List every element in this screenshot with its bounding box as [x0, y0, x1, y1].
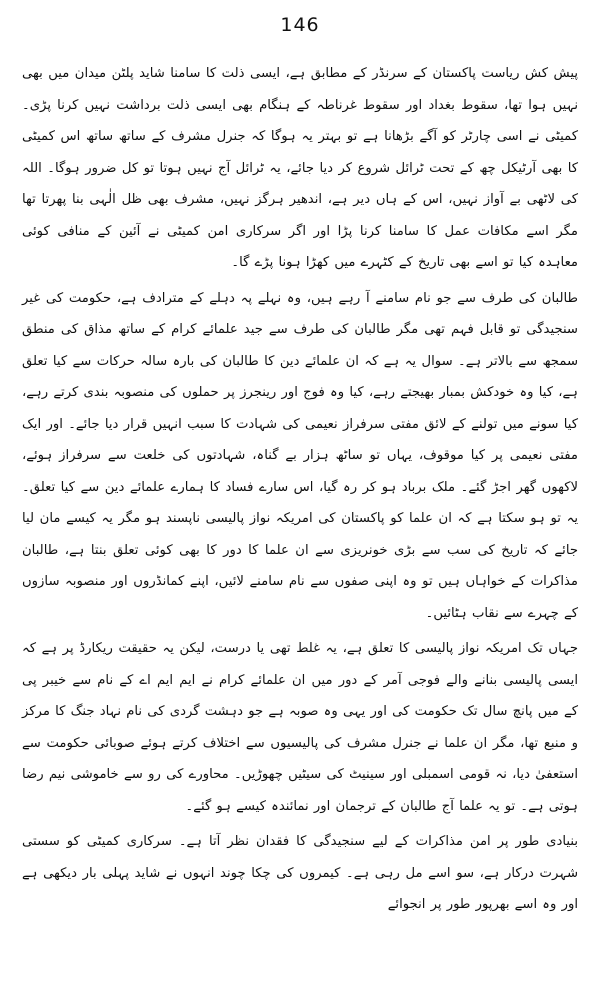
paragraph-1: پیش کش ریاست پاکستان کے سرنڈر کے مطابق ہے، ایسی ذلت کا سامنا شاید پلٹن میدان میں بھی نہیں ہوا تھا، سقوط بغداد اور سقوط غرناطہ کے ہنگام بھی ایسی ذلت برداشت نہیں کرنا پڑی۔ کمیٹی نے اسی چارٹر کو آگے بڑھانا ہے تو بہتر یہ ہوگا کہ جنرل مشرف کے ساتھ ساتھ اس کمیٹی کا بھی آرٹیکل چھ کے تحت ٹرائل شروع کر دیا جائے، یہ ٹرائل آج نہیں ہوتا تو کل ضرور ہوگا۔ اللہ کی لاٹھی بے آواز نہیں، اس کے ہاں دیر ہے، اندھیر ہرگز نہیں، مشرف بھی ظل الٰہی بنا پھرتا تھا مگر اسے مکافات عمل کا سامنا کرنا پڑا اور اگر سرکاری امن کمیٹی نے آئین کے منافی کوئی معاہدہ کیا تو اسے بھی تاریخ کے کٹہرے میں کھڑا ہونا پڑے گا۔	[22, 66, 578, 270]
paragraph-3: جہاں تک امریکہ نواز پالیسی کا تعلق ہے، یہ غلط تھی یا درست، لیکن یہ حقیقت ریکارڈ پر ہے کہ ایسی پالیسی بنانے والے فوجی آمر کے دور میں ان علمائے کرام نے ایم ایم اے کے نام سے خیبر پی کے میں پانچ سال تک حکومت کی اور یہی وہ صوبہ ہے جو دہشت گردی کی نام نہاد جنگ کا مرکز و منبع تھا، مگر ان علما نے جنرل مشرف کی پالیسیوں سے اختلاف کرتے ہوئے صوبائی حکومت سے استعفیٰ دیا، نہ قومی اسمبلی اور سینیٹ کی سیٹیں چھوڑیں۔ محاورے کی رو سے خاموشی نیم رضا ہوتی ہے۔ تو یہ علما آج طالبان کے ترجمان اور نمائندہ کیسے ہو گئے۔	[22, 641, 578, 814]
article-body	[22, 58, 578, 925]
paragraph-2: طالبان کی طرف سے جو نام سامنے آ رہے ہیں، وہ نہلے پہ دہلے کے مترادف ہے، حکومت کی غیر سنجیدگی تو قابل فہم تھی مگر طالبان کی طرف سے جید علمائے کرام کے ساتھ مذاق کی منطق سمجھ سے بالاتر ہے۔ سوال یہ ہے کہ ان علمائے دین کا طالبان کی بارہ سالہ حرکات سے کیا تعلق ہے، کیا وہ خودکش بمبار بھیجتے رہے، کیا وہ فوج اور رینجرز پر حملوں کی منصوبہ بندی کرتے رہے، کیا سونے میں تولنے کے لائق مفتی سرفراز نعیمی کی شہادت کا سبب انہیں قرار دیا جائے۔ اور ایک مفتی نعیمی پر کیا موقوف، یہاں تو ساٹھ ہزار بے گناہ، شہادتوں کی خلعت سے سرفراز ہوئے، لاکھوں گھر اجڑ گئے۔ ملک برباد ہو کر رہ گیا، اس سارے فساد کا ہمارے علمائے دین سے کیا تعلق۔ یہ تو ہو سکتا ہے کہ ان علما کو پاکستان کی امریکہ نواز پالیسی ناپسند ہو مگر یہ کیسے مان لیا جائے کہ تاریخ کی سب سے بڑی خونریزی سے ان علما کا دور کا بھی کوئی تعلق بنتا ہے، طالبان مذاکرات کے خواہاں ہیں تو وہ اپنی صفوں سے نام سامنے لائیں، اپنے کمانڈروں اور منصوبہ سازوں کے چہرے سے نقاب ہٹائیں۔	[22, 290, 578, 621]
page-number: 146	[280, 14, 320, 36]
paragraph-4: بنیادی طور پر امن مذاکرات کے لیے سنجیدگی کا فقدان نظر آتا ہے۔ سرکاری کمیٹی کو سستی شہرت درکار ہے، سو اسے مل رہی ہے۔ کیمروں کی چکا چوند انہوں نے شاید پہلی بار دیکھی ہے اور وہ اسے بھرپور طور پر انجوائے	[22, 834, 578, 912]
